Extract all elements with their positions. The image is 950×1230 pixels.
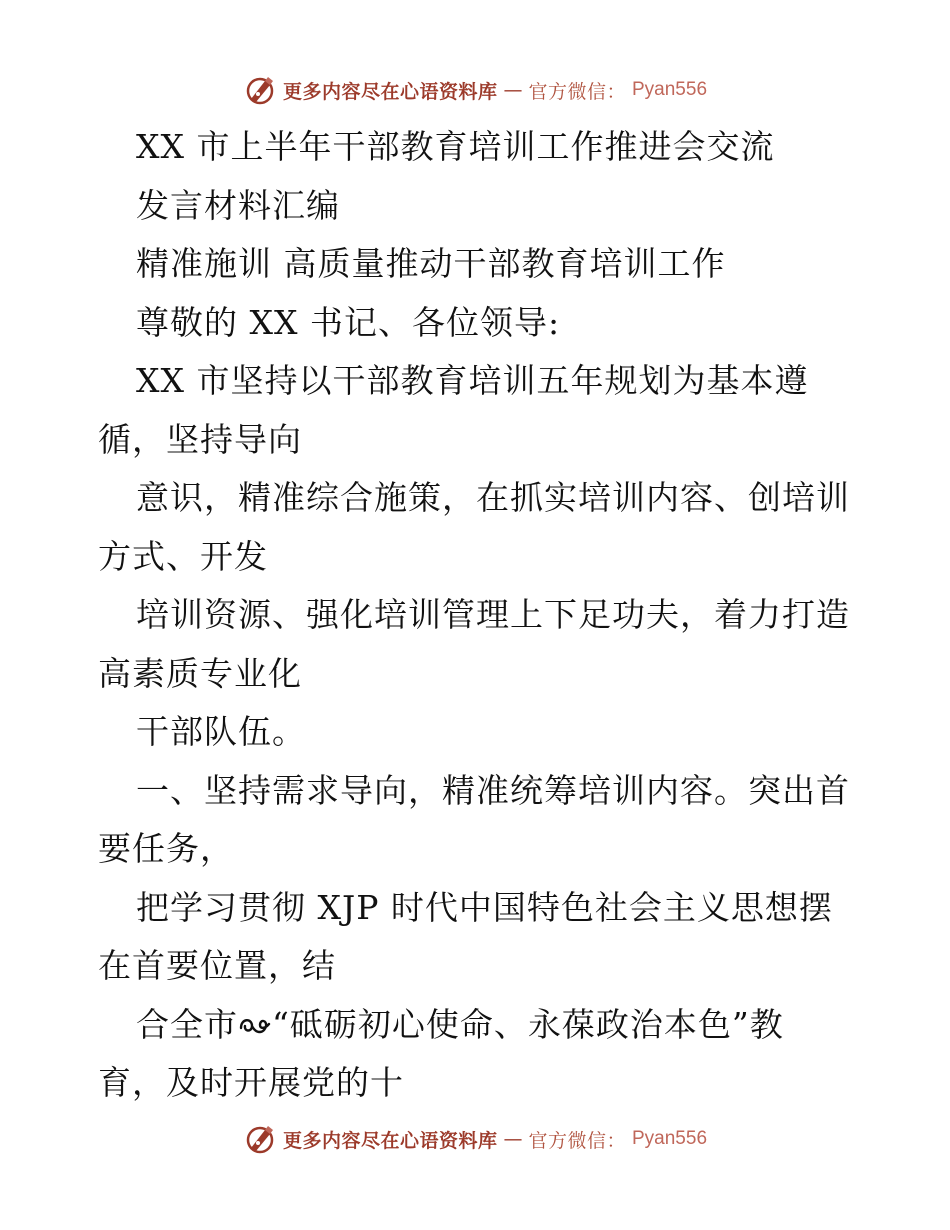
watermark-dash: — (503, 1128, 523, 1150)
doc-line: 把学习贯彻 XJP 时代中国特色社会主义思想摆 (136, 887, 833, 927)
doc-line: 方式、开发 (98, 536, 268, 576)
watermark-main-text: 更多内容尽在心语资料库 (282, 80, 498, 103)
watermark-header (0, 70, 950, 110)
doc-line: 在首要位置，结 (98, 946, 336, 985)
doc-line: 循，坚持导向 (98, 419, 302, 459)
watermark-sub-text: 官方微信： (528, 1129, 626, 1152)
doc-line (98, 996, 858, 1055)
watermark-sub-text: 官方微信： (528, 80, 626, 103)
document-body (98, 118, 858, 1113)
watermark-main-text: 更多内容尽在心语资料库 (282, 1129, 498, 1152)
doc-line: 一、坚持需求导向，精准统筹培训内容。突出首 (136, 770, 850, 810)
watermark-wechat-id: Pyan556 (632, 1128, 708, 1149)
swirl-ornament-icon (238, 1012, 272, 1038)
pen-nib-logo-icon (243, 73, 277, 107)
doc-line: XX 市上半年干部教育培训工作推进会交流 (136, 127, 775, 166)
doc-line: XX 市坚持以干部教育培训五年规划为基本遵 (136, 361, 809, 400)
watermark-footer (0, 1119, 950, 1159)
doc-line: 高素质专业化 (98, 653, 302, 693)
doc-line: 意识，精准综合施策，在抓实培训内容、创培训 (136, 478, 850, 517)
pen-nib-logo-icon (243, 1122, 277, 1156)
doc-line: 育，及时开展党的十 (98, 1063, 404, 1102)
doc-line: 精准施训 高质量推动干部教育培训工作 (136, 244, 726, 283)
watermark-wechat-id: Pyan556 (632, 79, 708, 100)
doc-line-segment: 合全市 (136, 1004, 238, 1044)
doc-line: 发言材料汇编 (136, 185, 340, 225)
doc-line: 尊敬的 XX 书记、各位领导: (136, 302, 561, 342)
doc-line: 干部队伍。 (136, 712, 306, 751)
doc-line: 培训资源、强化培训管理上下足功夫，着力打造 (136, 595, 850, 634)
doc-line: 要任务， (98, 829, 234, 868)
doc-line-segment: “砥砺初心使命、永葆政治本色”教 (272, 1004, 784, 1044)
watermark-dash: — (503, 79, 523, 101)
